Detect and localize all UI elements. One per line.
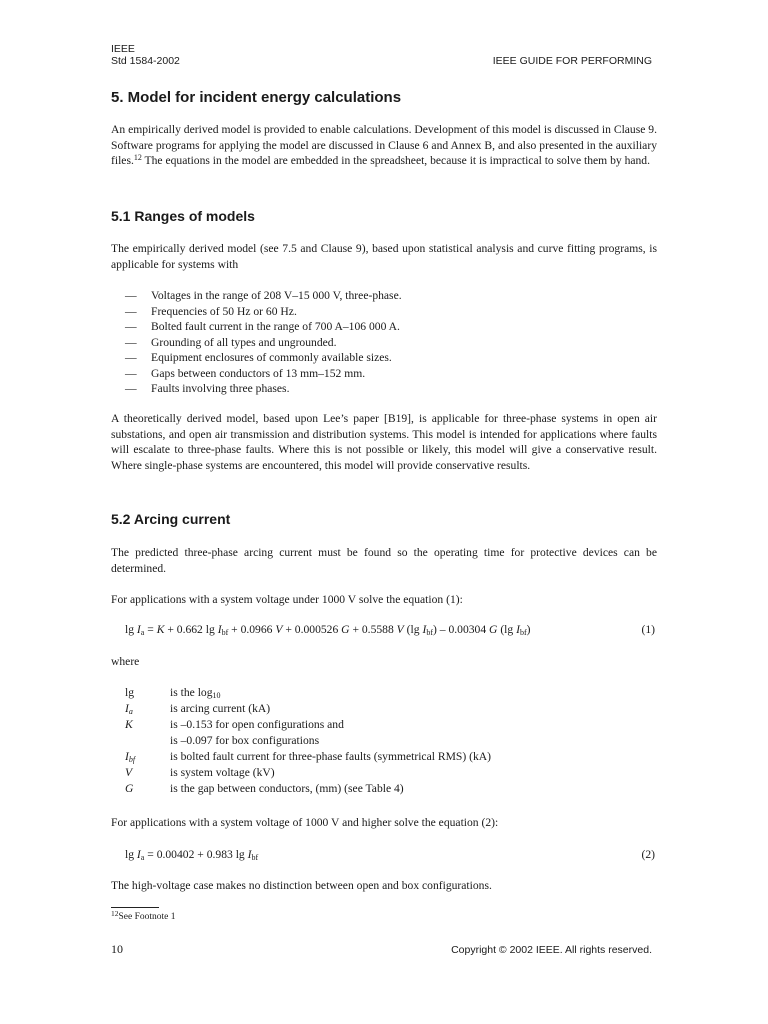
- list-item: [125, 319, 402, 335]
- section-5-2-paragraph-4: The high-voltage case makes no distinction between open and box configurations.: [111, 879, 492, 892]
- eq1-term-2: + 0.0966 V + 0.000526 G + 0.5588 V (lg I: [228, 623, 427, 636]
- list-bullet: —: [125, 320, 137, 333]
- section-5-text-b: The equations in the model are embedded in the spreadsheet, because it is impractical to solve them by hand.: [141, 154, 651, 168]
- list-bullet: —: [125, 351, 137, 364]
- definition-text: is the $\log_{10}$: [170, 686, 221, 700]
- list-bullet: —: [125, 366, 137, 380]
- eq2-term-1-sub: bf: [251, 853, 259, 862]
- footnote-text: See Footnote 1: [118, 912, 176, 922]
- definition-symbol: $I_a$: [125, 702, 133, 716]
- definition-row: [125, 781, 491, 797]
- eq1-term-4: ): [526, 623, 531, 636]
- list-item: [125, 381, 402, 397]
- definition-text: is –0.097 for box configurations: [170, 734, 320, 747]
- section-5-1-intro: The empirically derived model (see 7.5 and Clause 9), based upon statistical analysis and curve fitting programs, is applicable for systems with: [111, 242, 657, 271]
- footnote-mark: 12: [111, 909, 119, 918]
- section-5-paragraph: [111, 122, 657, 169]
- variable-definitions: [125, 685, 491, 797]
- definition-row: [125, 749, 491, 765]
- definition-symbol: K: [125, 718, 133, 731]
- copyright-notice: Copyright © 2002 IEEE. All rights reserved.: [451, 944, 652, 956]
- section-5-text-a: An empirically derived model is provided to enable calculations. Development of this model is discussed in Clause 9. Software programs for applying the model are discussed in Clause 6 and Annex B, and also presented in the auxiliary files.: [111, 123, 657, 168]
- eq1-lhs-sub: a: [140, 628, 145, 637]
- definition-row: [125, 685, 491, 701]
- section-5-2-paragraph-2: For applications with a system voltage under 1000 V solve the equation (1):: [111, 593, 463, 606]
- definition-symbol: G: [125, 782, 134, 795]
- list-item: [125, 304, 402, 320]
- definition-row: [125, 701, 491, 717]
- definition-symbol: V: [125, 766, 133, 779]
- where-label: where: [111, 655, 140, 668]
- definition-text: is arcing current (kA): [170, 702, 271, 715]
- footnote-rule: [111, 907, 159, 908]
- definition-row: [125, 765, 491, 781]
- eq1-term-3-sub: bf: [519, 628, 527, 637]
- equation-1: [125, 623, 531, 636]
- eq1-term-1-sub: bf: [221, 628, 229, 637]
- eq2-lhs: lg I: [125, 848, 141, 861]
- list-item: [125, 350, 402, 366]
- eq2-term-1: = 0.00402 + 0.983 lg I: [144, 848, 252, 861]
- eq1-term-2-sub: bf: [426, 628, 433, 637]
- list-item-text: Frequencies of 50 Hz or 60 Hz.: [151, 304, 297, 318]
- definition-row: [125, 717, 491, 733]
- list-item: [125, 335, 402, 351]
- header-org: IEEE: [111, 43, 135, 55]
- list-item-text: Voltages in the range of 208 V–15 000 V, three-phase.: [151, 289, 402, 302]
- list-bullet: —: [125, 304, 137, 318]
- section-heading-5-1: 5.1 Ranges of models: [111, 208, 255, 224]
- page-number: 10: [111, 942, 123, 956]
- eq2-lhs-sub: a: [140, 853, 145, 862]
- list-bullet: —: [125, 382, 137, 395]
- list-item-text: Faults involving three phases.: [151, 382, 290, 395]
- list-item-text: Equipment enclosures of commonly available sizes.: [151, 351, 392, 364]
- section-heading-5-2: 5.2 Arcing current: [111, 511, 231, 527]
- list-item: [125, 366, 402, 382]
- eq1-term-3: ) – 0.00304 G (lg I: [433, 623, 520, 636]
- section-5-2-paragraph-1: The predicted three-phase arcing current must be found so the operating time for protective devices can be determined.: [111, 546, 657, 575]
- definition-text: is the gap between conductors, (mm) (see Table 4): [170, 782, 404, 795]
- footnote-reference-12: 12: [133, 153, 142, 163]
- definition-text: is –0.153 for open configurations and: [170, 718, 344, 731]
- list-item: [125, 288, 402, 304]
- list-item-text: Bolted fault current in the range of 700 A–106 000 A.: [151, 320, 400, 333]
- definition-text: is system voltage (kV): [170, 766, 275, 779]
- list-item-text: Grounding of all types and ungrounded.: [151, 335, 337, 349]
- header-std-number: Std 1584-2002: [111, 55, 180, 67]
- section-heading-5: 5. Model for incident energy calculations: [111, 89, 402, 106]
- list-bullet: —: [125, 335, 137, 349]
- list-bullet: —: [125, 289, 137, 302]
- definition-text: is bolted fault current for three-phase faults (symmetrical RMS) (kA): [170, 750, 491, 763]
- footnote-12: [111, 909, 176, 922]
- definition-row: [125, 733, 491, 749]
- range-list: [125, 288, 402, 397]
- equation-2: [125, 848, 258, 861]
- eq1-term-1: = K + 0.662 lg I: [144, 623, 222, 636]
- definition-symbol: lg: [125, 686, 135, 699]
- header-running-title: IEEE GUIDE FOR PERFORMING: [492, 55, 652, 67]
- list-item-text: Gaps between conductors of 13 mm–152 mm.: [151, 366, 366, 380]
- definition-symbol: $I_{bf}$: [125, 750, 136, 764]
- equation-1-number: (1): [641, 623, 655, 636]
- section-5-2-paragraph-3: For applications with a system voltage of 1000 V and higher solve the equation (2):: [111, 816, 499, 829]
- section-5-1-theory-paragraph: A theoretically derived model, based upon Lee’s paper [B19], is applicable for three-phase systems in open air substations, and open air transmission and distribution systems. This model is intended for applications where faults will escalate to three-phase faults. Where this is not possible or likely, this model will give a conservative result. Where single-phase systems are encountered, this model will provide conservative results.: [111, 412, 657, 472]
- definition-symbol: [125, 733, 170, 749]
- eq1-lhs: lg I: [125, 623, 141, 636]
- equation-2-number: (2): [641, 848, 655, 861]
